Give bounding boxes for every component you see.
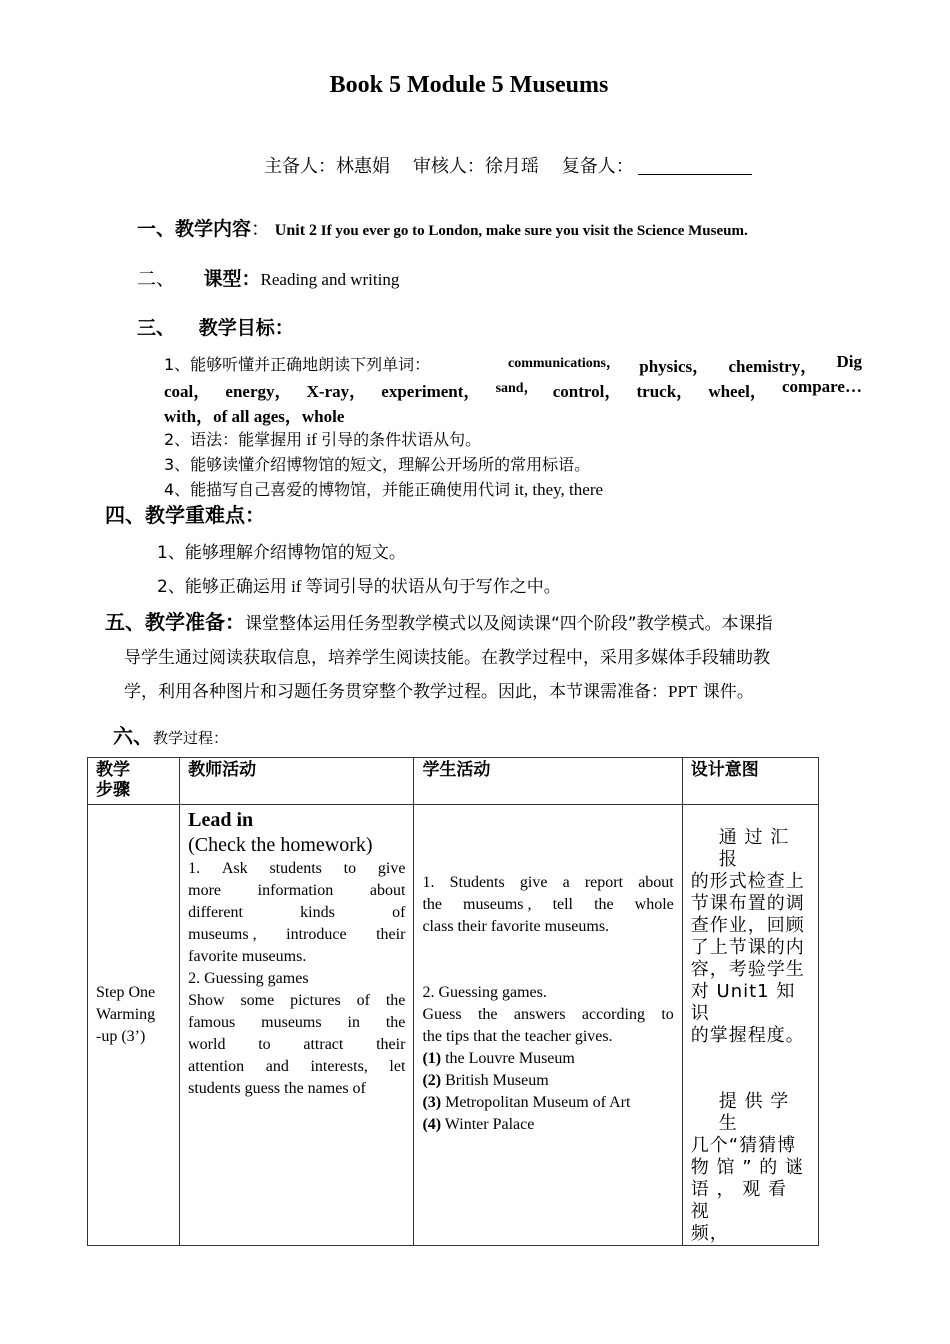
intent-line: 几个“猜猜博	[690, 1135, 797, 1156]
section-preparation	[105, 605, 865, 709]
section-number: 一、	[137, 218, 176, 240]
word: the	[422, 896, 442, 913]
intent-line: 对 Unit1 知 识	[690, 981, 796, 1024]
vocab-word: energy，	[225, 382, 292, 401]
word: give	[519, 874, 548, 891]
section-heading: 五、教学准备：	[105, 610, 245, 634]
word: introduce	[286, 926, 347, 943]
preparation-en: PPT	[668, 682, 698, 701]
preparers-line	[264, 152, 752, 178]
word: Show	[188, 992, 225, 1009]
word: about	[638, 874, 674, 891]
objective-text: 引导的条件状语从句。	[321, 430, 482, 449]
word: museums	[261, 1014, 322, 1031]
word: Guess	[422, 1006, 462, 1023]
word: pictures	[290, 992, 341, 1009]
objective-4	[164, 477, 603, 500]
key-point-en: if	[286, 577, 306, 596]
word: different	[188, 904, 243, 921]
student-activity-cell	[414, 805, 682, 1246]
intent-line: 的掌握程度。	[690, 1025, 805, 1046]
answer-item	[422, 1070, 673, 1092]
word: the	[385, 1014, 406, 1031]
unit-title: If you ever go to London, make sure you visit the Science Museum.	[320, 223, 748, 239]
preparation-text: 课件。	[697, 682, 754, 702]
word: their	[376, 926, 406, 943]
section-lesson-type	[137, 264, 399, 291]
vocab-word: Dig	[836, 352, 862, 371]
unit-label: Unit 2	[274, 222, 318, 239]
word: give	[377, 860, 406, 877]
section-heading: 教学目标：	[198, 317, 294, 339]
text-line	[188, 902, 405, 924]
answer-item	[422, 1048, 673, 1070]
word: museums ,	[188, 926, 257, 943]
vocab-word: control，	[552, 382, 622, 401]
vocab-word: compare…	[782, 377, 862, 396]
text-line: students guess the names of	[188, 1080, 366, 1097]
key-point-text: 等词引导的状语从句于写作之中。	[305, 577, 561, 597]
colon: ：	[251, 218, 271, 240]
objective-text: 2、语法：能掌握用	[164, 430, 303, 449]
word: tell	[552, 896, 573, 913]
answer-text: the Louvre Museum	[441, 1050, 575, 1067]
word: to	[343, 860, 357, 877]
intent-line: 了上节课的内	[690, 937, 805, 958]
secondary-preparer-label: 复备人：	[561, 156, 634, 177]
vocab-line-1	[508, 352, 862, 377]
word: some	[240, 992, 275, 1009]
word: and	[265, 1058, 289, 1075]
section-heading: 教学内容	[175, 218, 252, 240]
word: to	[661, 1006, 674, 1023]
word: a	[562, 874, 570, 891]
text-line	[422, 872, 673, 894]
objective-1	[164, 352, 430, 375]
step-cell	[88, 805, 180, 1246]
activity-item-title: 2. Guessing games.	[422, 984, 547, 1001]
word: their	[376, 1036, 406, 1053]
teaching-process-table	[87, 757, 819, 1246]
key-point-text: 1、能够理解介绍博物馆的短文。	[157, 543, 406, 563]
document-title: Book 5 Module 5 Museums	[329, 72, 609, 98]
header-teacher-activity: 教师活动	[180, 758, 414, 805]
section-number: 二、	[137, 268, 176, 290]
vocab-word: chemistry，	[728, 357, 818, 376]
answer-text: British Museum	[441, 1072, 549, 1089]
main-preparer-label: 主备人：	[264, 156, 336, 177]
word: in	[347, 1014, 360, 1031]
word: kinds	[300, 904, 335, 921]
word: Ask	[221, 860, 248, 877]
word: attention	[188, 1058, 245, 1075]
intent-line: 提 供 学 生	[718, 1091, 790, 1134]
vocab-word: sand，	[495, 381, 538, 396]
word: 1.	[188, 860, 201, 877]
text-line	[188, 990, 405, 1012]
vocab-word: experiment，	[381, 382, 481, 401]
table-row	[88, 805, 819, 1246]
answer-number: (1)	[422, 1050, 442, 1067]
answer-item	[422, 1114, 673, 1136]
intent-paragraph-1	[691, 827, 810, 1047]
intent-line: 节课布置的调	[690, 893, 805, 914]
word: museums ,	[463, 896, 532, 913]
text-line: class their favorite museums.	[422, 918, 610, 935]
word: the	[477, 1006, 498, 1023]
word: report	[584, 874, 624, 891]
header-student-activity: 学生活动	[414, 758, 682, 805]
objective-3: 3、能够读懂介绍博物馆的短文，理解公开场所的常用标语。	[164, 455, 591, 474]
text-line: the tips that the teacher gives.	[422, 1028, 613, 1045]
preparation-line: 课堂整体运用任务型教学模式以及阅读课“四个阶段”教学模式。本课指	[245, 614, 773, 634]
reviewer-label: 审核人：	[412, 156, 485, 177]
answer-text: Winter Palace	[441, 1116, 535, 1133]
word: attract	[303, 1036, 344, 1053]
answer-number: (2)	[422, 1072, 442, 1089]
word: whole	[634, 896, 674, 913]
header-text: 步骤	[96, 780, 130, 800]
secondary-preparer-blank	[638, 156, 752, 175]
word: the	[385, 992, 406, 1009]
content-text	[275, 223, 748, 239]
answer-number: (4)	[422, 1116, 442, 1133]
vocab-word: X-ray，	[306, 382, 367, 401]
vocab-word: physics，	[639, 357, 710, 376]
text-line	[188, 1034, 405, 1056]
text-line	[422, 894, 673, 916]
section-process	[113, 720, 228, 749]
word: according	[581, 1006, 645, 1023]
word: about	[369, 882, 406, 899]
intent-line: 容，考验学生	[690, 959, 805, 980]
key-point-1	[157, 538, 406, 563]
word: 1.	[422, 874, 435, 891]
section-objectives	[137, 313, 294, 340]
section-teaching-content	[137, 214, 748, 241]
intent-line: 查作业，回顾	[690, 915, 805, 936]
word: let	[389, 1058, 406, 1075]
section-heading: 教学过程：	[153, 729, 229, 747]
word: famous	[188, 1014, 236, 1031]
main-preparer-name: 林惠娟	[336, 156, 390, 177]
vocab-word: coal，	[164, 382, 211, 401]
activity-subtitle: (Check the homework)	[188, 834, 373, 856]
design-intent-cell	[682, 805, 818, 1246]
word: to	[258, 1036, 271, 1053]
section-number: 三、	[137, 317, 176, 339]
word: the	[594, 896, 614, 913]
reviewer-name: 徐月瑶	[484, 156, 539, 177]
objective-en: if	[302, 430, 322, 449]
word: of	[356, 992, 370, 1009]
header-text: 教学	[96, 760, 130, 780]
text-line	[422, 1004, 673, 1026]
objective-1-text: 1、能够听懂并正确地朗读下列单词：	[164, 355, 431, 374]
text-line	[188, 924, 405, 946]
intent-line: 通 过 汇 报	[718, 827, 790, 870]
text-line: favorite museums.	[188, 948, 307, 965]
vocab-word: truck，	[636, 382, 694, 401]
section-heading: 课型：	[203, 268, 261, 290]
preparation-line: 导学生通过阅读获取信息，培养学生阅读技能。在教学过程中，采用多媒体手段辅助教	[124, 648, 770, 668]
intent-line: 的形式检查上	[690, 871, 805, 892]
step-text: Warming	[96, 1006, 156, 1023]
step-text: Step One	[96, 984, 156, 1001]
step-text: -up (3’)	[96, 1028, 146, 1045]
vocab-line-2	[164, 377, 862, 402]
header-step	[88, 758, 180, 805]
objective-text: 4、能描写自己喜爱的博物馆，并能正确使用代词	[164, 480, 511, 499]
text-line	[188, 858, 405, 880]
lesson-type-text: Reading and writing	[260, 270, 400, 289]
answer-text: Metropolitan Museum of Art	[441, 1094, 631, 1111]
intent-line: 频，	[690, 1223, 729, 1244]
word: answers	[513, 1006, 566, 1023]
preparation-line	[105, 675, 865, 709]
text-line	[188, 880, 405, 902]
answer-item	[422, 1092, 673, 1114]
word: interests,	[310, 1058, 368, 1075]
word: Students	[449, 874, 505, 891]
answer-number: (3)	[422, 1094, 442, 1111]
word: of	[392, 904, 406, 921]
intent-line: 物 馆 ” 的 谜	[690, 1157, 805, 1178]
section-key-points-heading: 四、教学重难点：	[105, 503, 265, 527]
section-number: 六、	[113, 724, 153, 748]
table-header-row	[88, 758, 819, 805]
activity-title: Lead in	[188, 809, 254, 831]
intent-line: 语 ， 观 看 视	[690, 1179, 787, 1222]
text-line	[188, 1012, 405, 1034]
word: students	[269, 860, 322, 877]
vocab-word: wheel，	[708, 382, 767, 401]
preparation-text: 学，利用各种图片和习题任务贯穿整个教学过程。因此，本节课需准备：	[124, 682, 668, 702]
intent-paragraph-2	[691, 1091, 810, 1245]
objective-en: it, they, there	[510, 480, 604, 499]
header-design-intent: 设计意图	[682, 758, 818, 805]
text-line	[188, 1056, 405, 1078]
word: world	[188, 1036, 226, 1053]
word: more	[188, 882, 221, 899]
key-point-text: 2、能够正确运用	[157, 577, 287, 597]
vocab-line-3: with，of all ages，whole	[164, 407, 345, 426]
teacher-activity-cell	[180, 805, 414, 1246]
word: information	[257, 882, 334, 899]
vocab-word: communications，	[508, 356, 620, 371]
objective-2	[164, 427, 481, 450]
key-point-2	[157, 572, 561, 597]
activity-item-title: 2. Guessing games	[188, 970, 309, 987]
